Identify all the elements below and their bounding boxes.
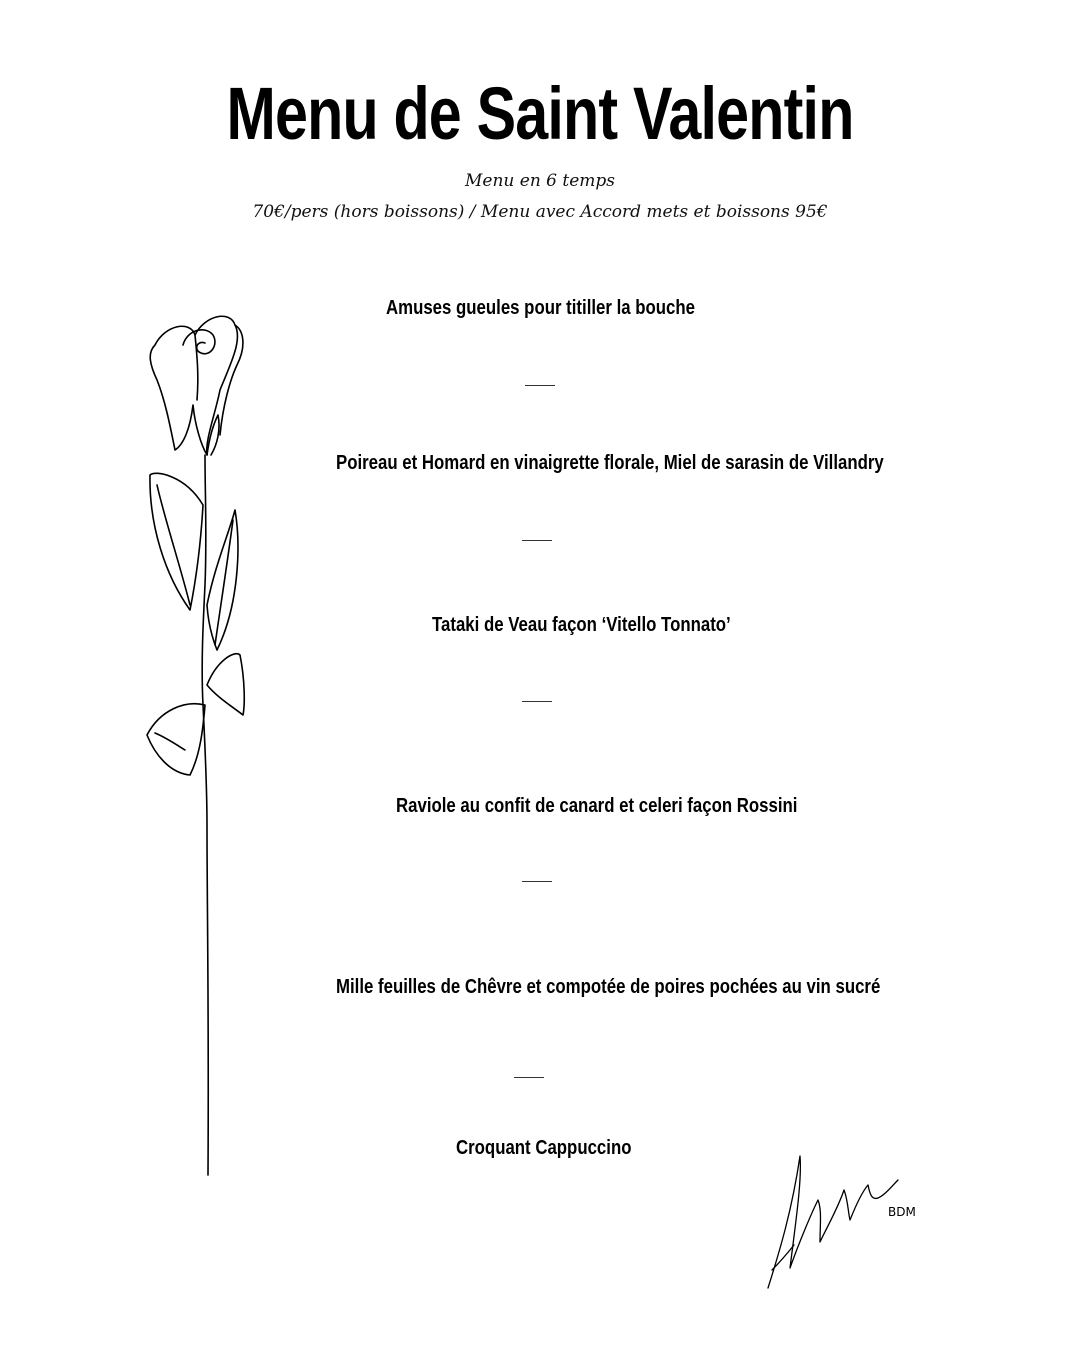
course-4: Raviole au confit de canard et celeri façon Rossini <box>396 795 798 817</box>
course-separator <box>525 385 555 386</box>
rose-icon <box>135 305 255 1185</box>
menu-subtitle-price: 70€/pers (hors boissons) / Menu avec Accord mets et boissons 95€ <box>252 202 828 222</box>
course-5: Mille feuilles de Chêvre et compotée de poires pochées au vin sucré <box>336 976 881 998</box>
course-2: Poireau et Homard en vinaigrette florale, Miel de sarasin de Villandry <box>336 452 884 474</box>
course-separator <box>522 881 552 882</box>
course-1: Amuses gueules pour titiller la bouche <box>386 297 696 319</box>
menu-title: Menu de Saint Valentin <box>226 72 854 155</box>
course-6: Croquant Cappuccino <box>456 1137 632 1159</box>
course-3: Tataki de Veau façon ‘Vitello Tonnato’ <box>432 614 731 636</box>
signature-icon <box>760 1150 930 1295</box>
course-separator <box>522 701 552 702</box>
course-separator <box>514 1077 544 1078</box>
course-separator <box>522 540 552 541</box>
menu-subtitle-courses: Menu en 6 temps <box>464 171 616 191</box>
signature-initials: BDM <box>888 1205 916 1219</box>
